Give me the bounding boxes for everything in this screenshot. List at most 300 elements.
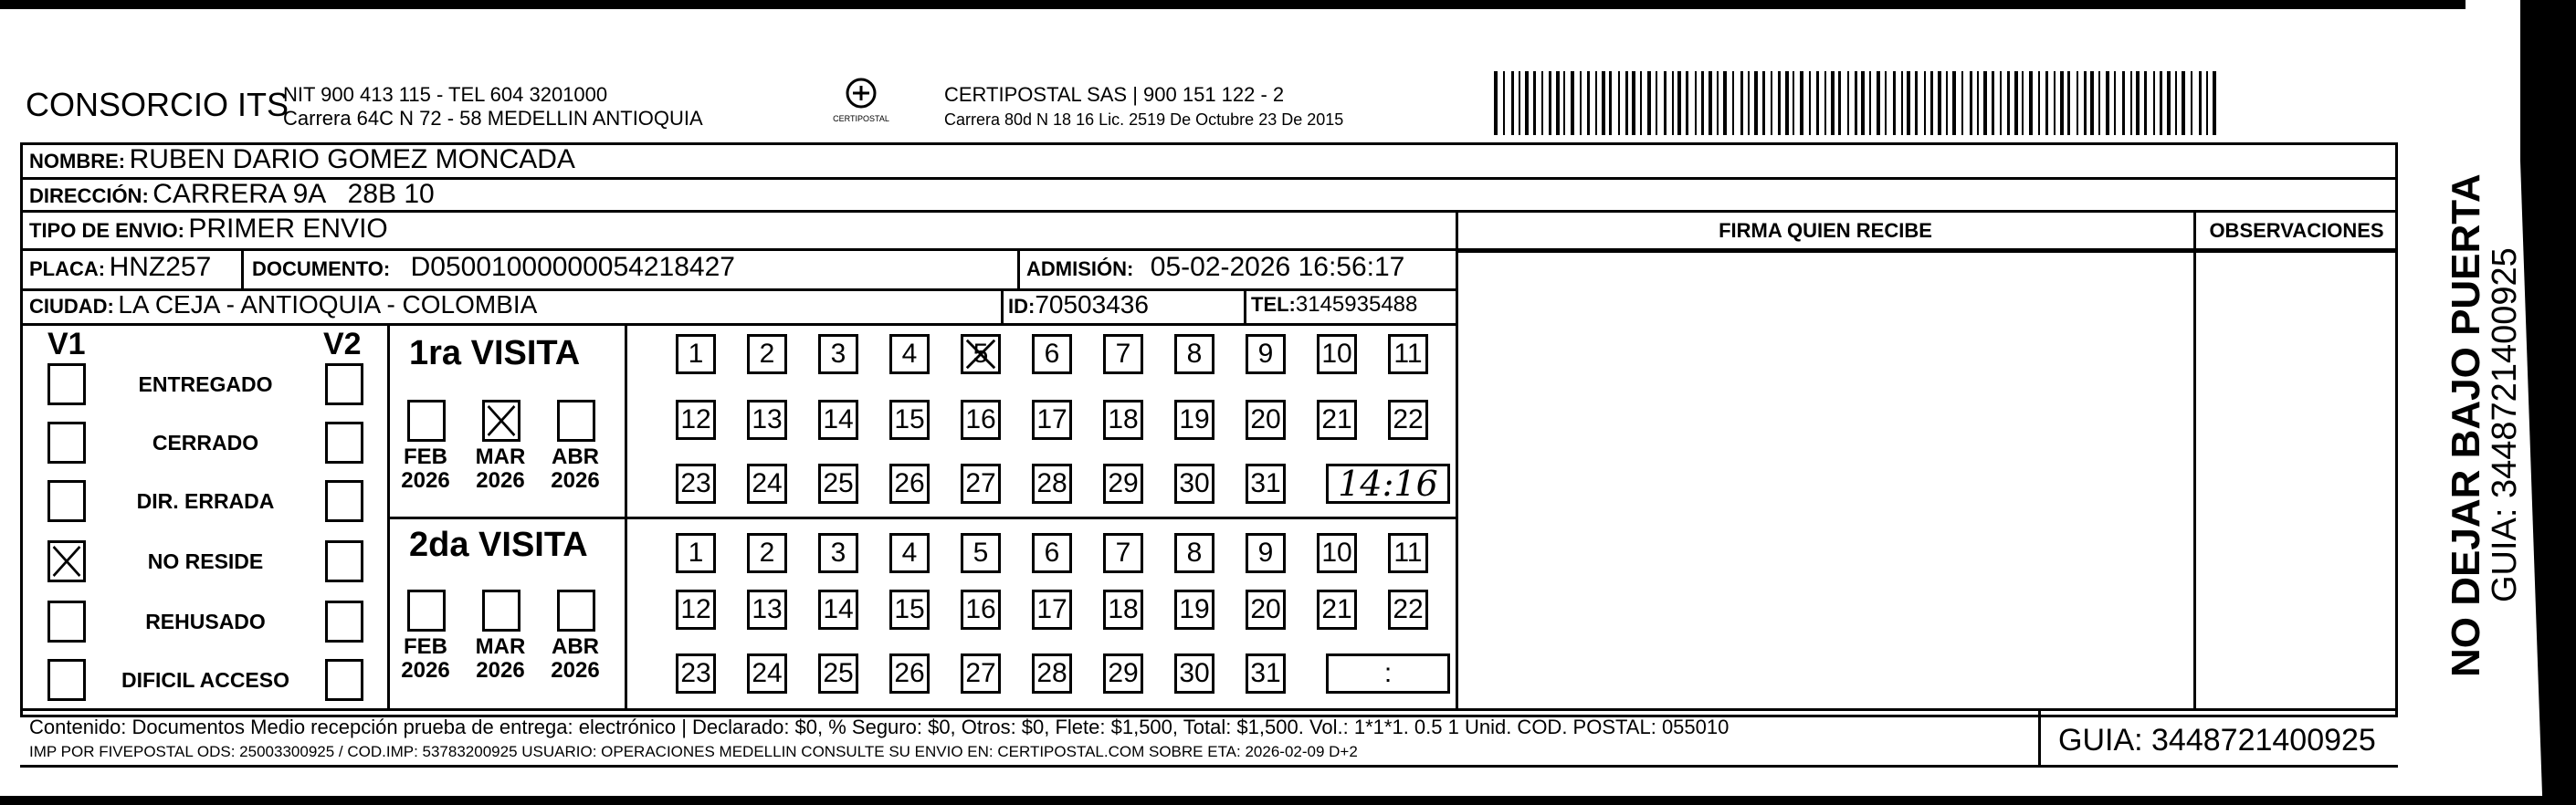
barcode-bar — [1762, 71, 1765, 135]
status-v1-checkbox[interactable] — [47, 601, 86, 643]
day-number: 2 — [759, 339, 775, 369]
day-number: 22 — [1393, 594, 1424, 624]
day-box[interactable] — [818, 590, 858, 630]
day-box[interactable] — [1032, 400, 1072, 440]
day-number: 5 — [973, 538, 989, 568]
day-box[interactable] — [1246, 590, 1286, 630]
barcode-bar — [1625, 71, 1628, 135]
time-box[interactable] — [1326, 653, 1450, 694]
day-box[interactable] — [818, 653, 858, 694]
day-number: 7 — [1115, 339, 1131, 369]
certipostal-logo-text: CERTIPOSTAL — [833, 114, 889, 123]
month-label: ABR — [552, 444, 599, 469]
barcode-bar — [1907, 71, 1910, 135]
day-box[interactable] — [676, 400, 716, 440]
barcode-bar — [1816, 71, 1819, 135]
status-v1-checkbox[interactable] — [47, 540, 86, 582]
day-number: 21 — [1321, 404, 1352, 434]
col-divider — [1017, 250, 1020, 290]
month-year: 2026 — [476, 658, 525, 683]
barcode-bar — [1885, 71, 1887, 135]
barcode-bar — [1571, 71, 1574, 135]
day-number: 11 — [1393, 538, 1423, 568]
day-box[interactable] — [1103, 653, 1143, 694]
barcode-bar — [1930, 71, 1933, 135]
day-box[interactable] — [1388, 334, 1428, 374]
day-box[interactable] — [961, 400, 1001, 440]
barcode-bar — [1656, 71, 1657, 135]
day-number: 28 — [1036, 658, 1067, 688]
barcode-bar — [1809, 71, 1811, 135]
day-number: 16 — [965, 594, 996, 624]
day-box[interactable] — [1246, 653, 1286, 694]
day-box[interactable] — [676, 464, 716, 504]
day-number: 27 — [965, 468, 996, 498]
scan-bottom-edge — [0, 796, 2576, 805]
barcode-bar — [2130, 71, 2132, 135]
month-year: 2026 — [551, 468, 600, 493]
status-v1-checkbox[interactable] — [47, 363, 86, 405]
day-number: 27 — [965, 658, 996, 688]
company-nit: NIT 900 413 115 - TEL 604 3201000 — [283, 83, 608, 106]
day-box[interactable] — [1317, 334, 1357, 374]
day-box[interactable] — [747, 334, 787, 374]
day-box[interactable] — [961, 533, 1001, 573]
day-box[interactable] — [747, 400, 787, 440]
day-number: 6 — [1044, 339, 1060, 369]
placa-label: PLACA: — [29, 257, 106, 280]
day-number: 22 — [1393, 404, 1424, 434]
ciudad-cell — [29, 290, 537, 319]
month-year: 2026 — [551, 658, 600, 683]
col-divider — [241, 250, 244, 290]
day-number: 13 — [752, 594, 783, 624]
tipo-label: TIPO DE ENVIO: — [29, 219, 184, 242]
day-number: 14 — [823, 594, 854, 624]
day-box[interactable] — [747, 590, 787, 630]
documento-label: DOCUMENTO: — [252, 257, 391, 280]
status-v2-checkbox[interactable] — [325, 480, 363, 522]
tel-value: 3145935488 — [1295, 292, 1418, 317]
footer-guia: GUIA: 3448721400925 — [2058, 723, 2376, 758]
scan-top-edge — [0, 0, 2466, 9]
barcode-bar — [2160, 71, 2162, 135]
day-number: 26 — [894, 468, 925, 498]
company-name: CONSORCIO ITS — [26, 86, 289, 123]
day-number: 31 — [1250, 468, 1281, 498]
barcode-bar — [1580, 71, 1582, 135]
day-number: 29 — [1108, 658, 1139, 688]
documento-value: D05001000000054218427 — [410, 252, 735, 282]
day-box[interactable] — [676, 653, 716, 694]
day-box[interactable] — [889, 533, 930, 573]
day-number: 21 — [1321, 594, 1352, 624]
day-box[interactable] — [1317, 590, 1357, 630]
day-number: 28 — [1036, 468, 1067, 498]
day-number: 4 — [901, 339, 918, 369]
day-number: 13 — [752, 404, 783, 434]
day-number: 20 — [1250, 594, 1281, 624]
barcode-bar — [2136, 71, 2140, 135]
status-v2-checkbox[interactable] — [325, 601, 363, 643]
day-box[interactable] — [1032, 653, 1072, 694]
barcode-bar — [2153, 71, 2155, 135]
day-number: 17 — [1036, 404, 1067, 434]
status-v1-checkbox[interactable] — [47, 422, 86, 464]
day-number: 20 — [1250, 404, 1281, 434]
visit1-title: 1ra VISITA — [409, 334, 581, 372]
certipostal-address: Carrera 80d N 18 16 Lic. 2519 De Octubre 23 De 2015 — [944, 110, 1344, 129]
barcode-bar — [1556, 71, 1560, 135]
day-number: 9 — [1257, 339, 1274, 369]
status-v2-checkbox[interactable] — [325, 659, 363, 701]
day-box[interactable] — [1032, 334, 1072, 374]
day-box[interactable] — [961, 653, 1001, 694]
day-box[interactable] — [1174, 334, 1214, 374]
nombre-label: NOMBRE: — [29, 150, 126, 172]
barcode-bar — [1525, 71, 1529, 135]
barcode-bar — [1533, 71, 1536, 135]
day-box[interactable] — [889, 653, 930, 694]
day-box[interactable] — [1174, 590, 1214, 630]
day-box[interactable] — [676, 590, 716, 630]
status-v1-checkbox[interactable] — [47, 480, 86, 522]
scan-right-edge — [2520, 0, 2576, 805]
barcode-bar — [1647, 71, 1651, 135]
placa-cell — [29, 252, 211, 283]
month-year: 2026 — [401, 658, 450, 683]
barcode-bar — [2206, 71, 2208, 135]
admision-value: 05-02-2026 16:56:17 — [1150, 252, 1405, 282]
barcode-bar — [2038, 71, 2040, 135]
barcode-bar — [1602, 71, 1605, 135]
day-number: 30 — [1179, 658, 1210, 688]
barcode-bar — [1672, 71, 1674, 135]
status-v2-checkbox[interactable] — [325, 422, 363, 464]
certipostal-logo-icon — [838, 77, 884, 113]
barcode-bar — [1503, 71, 1505, 135]
status-option-label: CERRADO — [152, 431, 259, 455]
day-box[interactable] — [1174, 400, 1214, 440]
col-divider — [1244, 290, 1246, 325]
barcode-bar — [2167, 71, 2171, 135]
time-value: : — [1383, 658, 1393, 688]
day-number: 31 — [1250, 658, 1281, 688]
barcode-bar — [2182, 71, 2185, 135]
barcode-bar — [1771, 71, 1772, 135]
barcode-bar — [1824, 71, 1826, 135]
col-divider — [1001, 290, 1004, 325]
barcode-bar — [2106, 71, 2109, 135]
day-number: 25 — [823, 468, 854, 498]
barcode-bar — [1723, 71, 1727, 135]
day-box[interactable] — [1103, 590, 1143, 630]
day-number: 24 — [752, 468, 783, 498]
time-value: 14:16 — [1338, 464, 1438, 504]
barcode-bar — [1961, 71, 1963, 135]
documento-cell — [252, 252, 735, 283]
barcode-bar — [2029, 71, 2033, 135]
day-number: 18 — [1108, 594, 1139, 624]
day-number: 29 — [1108, 468, 1139, 498]
status-option-label: DIR. ERRADA — [136, 489, 275, 513]
barcode-bar — [2191, 71, 2192, 135]
barcode-bar — [1595, 71, 1597, 135]
day-box[interactable] — [1032, 464, 1072, 504]
day-box[interactable] — [1317, 533, 1357, 573]
month-label: ABR — [552, 634, 599, 659]
status-v2-checkbox[interactable] — [325, 363, 363, 405]
signature-col-left — [1456, 212, 1458, 710]
day-number: 8 — [1186, 538, 1203, 568]
time-box[interactable] — [1326, 464, 1450, 504]
barcode-bar — [1970, 71, 1972, 135]
month-label: MAR — [475, 444, 526, 469]
day-number: 16 — [965, 404, 996, 434]
day-box[interactable] — [747, 533, 787, 573]
day-box[interactable] — [1246, 533, 1286, 573]
month-label: FEB — [404, 444, 447, 469]
barcode — [1494, 71, 2221, 135]
day-number: 6 — [1044, 538, 1060, 568]
footer-contenido: Contenido: Documentos Medio recepción prueba de entrega: electrónico | Declarado: $0, % Seguro: $0, Otros: $0, Flete: $1,500, Total: $1,500. Vol.: 1*1*1. 0.5 1 Unid. COD. POSTAL: 055010 — [29, 716, 1730, 738]
barcode-bar — [1847, 71, 1849, 135]
barcode-bar — [1938, 71, 1941, 135]
day-number: 12 — [680, 404, 711, 434]
barcode-bar — [2114, 71, 2116, 135]
barcode-bar — [1609, 71, 1612, 135]
barcode-bar — [2175, 71, 2177, 135]
day-number: 2 — [759, 538, 775, 568]
day-number: 9 — [1257, 538, 1274, 568]
visit-row-divider — [389, 517, 1457, 519]
barcode-bar — [2067, 71, 2070, 135]
day-box[interactable] — [889, 590, 930, 630]
row-divider — [20, 210, 2398, 213]
barcode-bar — [1717, 71, 1719, 135]
day-box[interactable] — [818, 533, 858, 573]
day-number: 24 — [752, 658, 783, 688]
day-number: 15 — [894, 594, 925, 624]
barcode-bar — [1549, 71, 1551, 135]
barcode-bar — [1861, 71, 1865, 135]
barcode-bar — [1519, 71, 1520, 135]
status-v2-checkbox[interactable] — [325, 540, 363, 582]
barcode-bar — [1778, 71, 1781, 135]
barcode-bar — [1924, 71, 1926, 135]
side-warning: NO DEJAR BAJO PUERTA — [2444, 173, 2488, 677]
status-option-label: NO RESIDE — [147, 549, 264, 573]
status-option-label: ENTREGADO — [138, 372, 273, 396]
barcode-bar — [1494, 71, 1498, 135]
day-box[interactable] — [1103, 334, 1143, 374]
barcode-bar — [1618, 71, 1620, 135]
month-label: FEB — [404, 634, 447, 659]
ciudad-value: LA CEJA - ANTIOQUIA - COLOMBIA — [118, 290, 538, 319]
month-checkbox[interactable] — [407, 590, 446, 632]
barcode-bar — [2014, 71, 2018, 135]
barcode-bar — [1754, 71, 1758, 135]
day-number: 18 — [1108, 404, 1139, 434]
barcode-bar — [1893, 71, 1896, 135]
month-checkbox[interactable] — [407, 400, 446, 442]
barcode-bar — [1695, 71, 1697, 135]
barcode-bar — [2090, 71, 2094, 135]
barcode-bar — [1677, 71, 1681, 135]
barcode-bar — [1541, 71, 1543, 135]
nombre-value: RUBEN DARIO GOMEZ MONCADA — [129, 144, 575, 174]
month-checkbox[interactable] — [482, 400, 520, 442]
footer-guia-divider — [2038, 710, 2041, 767]
barcode-bar — [1686, 71, 1688, 135]
day-box[interactable] — [1388, 400, 1428, 440]
day-box[interactable] — [676, 334, 716, 374]
day-number: 26 — [894, 658, 925, 688]
barcode-bar — [2045, 71, 2048, 135]
barcode-bar — [1977, 71, 1979, 135]
day-box[interactable] — [1388, 533, 1428, 573]
day-box[interactable] — [961, 334, 1001, 374]
day-box[interactable] — [1032, 590, 1072, 630]
company-address: Carrera 64C N 72 - 58 MEDELLIN ANTIOQUIA — [283, 107, 703, 130]
barcode-bar — [1855, 71, 1857, 135]
signature-header-line — [1456, 250, 2398, 253]
row-divider — [20, 708, 2398, 711]
certipostal-logo — [820, 77, 902, 131]
barcode-bar — [2054, 71, 2056, 135]
day-number: 1 — [688, 538, 704, 568]
placa-value: HNZ257 — [109, 252, 212, 282]
day-number: 3 — [830, 538, 846, 568]
barcode-bar — [2199, 71, 2202, 135]
day-number: 8 — [1186, 339, 1203, 369]
day-box[interactable] — [889, 400, 930, 440]
day-number: 30 — [1179, 468, 1210, 498]
barcode-bar — [1785, 71, 1789, 135]
barcode-bar — [1869, 71, 1871, 135]
day-box[interactable] — [1246, 464, 1286, 504]
barcode-bar — [1748, 71, 1750, 135]
barcode-bar — [1701, 71, 1704, 135]
direccion-row — [29, 179, 435, 210]
day-number: 17 — [1036, 594, 1067, 624]
day-box[interactable] — [676, 533, 716, 573]
day-box[interactable] — [818, 400, 858, 440]
day-number: 25 — [823, 658, 854, 688]
check-mark-icon — [963, 337, 998, 371]
day-number: 12 — [680, 594, 711, 624]
status-v1-checkbox[interactable] — [47, 659, 86, 701]
barcode-bar — [2084, 71, 2087, 135]
barcode-bar — [1901, 71, 1903, 135]
barcode-bar — [1877, 71, 1880, 135]
month-checkbox[interactable] — [482, 590, 520, 632]
barcode-bar — [2060, 71, 2064, 135]
certipostal-title: CERTIPOSTAL SAS | 900 151 122 - 2 — [944, 83, 1285, 106]
day-box[interactable] — [1174, 653, 1214, 694]
id-cell — [1008, 290, 1149, 319]
month-checkbox[interactable] — [557, 400, 595, 442]
day-box[interactable] — [1246, 400, 1286, 440]
day-number: 15 — [894, 404, 925, 434]
day-number: 7 — [1115, 538, 1131, 568]
day-box[interactable] — [1103, 533, 1143, 573]
check-mark-icon — [50, 543, 83, 580]
firma-label: FIRMA QUIEN RECIBE — [1719, 219, 1932, 242]
day-box[interactable] — [1174, 464, 1214, 504]
barcode-bar — [1793, 71, 1794, 135]
tipo-value: PRIMER ENVIO — [188, 214, 388, 244]
signature-col-right — [2193, 212, 2196, 710]
day-box[interactable] — [889, 334, 930, 374]
tel-label: TEL: — [1251, 293, 1296, 316]
day-box[interactable] — [1103, 400, 1143, 440]
month-checkbox[interactable] — [557, 590, 595, 632]
barcode-bar — [1831, 71, 1835, 135]
barcode-bar — [2144, 71, 2147, 135]
day-box[interactable] — [747, 464, 787, 504]
day-number: 10 — [1321, 538, 1352, 568]
day-box[interactable] — [1032, 533, 1072, 573]
day-box[interactable] — [961, 464, 1001, 504]
barcode-bar — [1800, 71, 1803, 135]
footer-imp: IMP POR FIVEPOSTAL ODS: 25003300925 / COD.IMP: 53783200925 USUARIO: OPERACIONES MEDELLIN CONSULTE SU ENVIO EN: CERTIPOSTAL.COM SOBRE ETA: 2026-02-09 D+2 — [29, 743, 1358, 760]
barcode-bar — [1640, 71, 1642, 135]
day-number: 23 — [680, 658, 711, 688]
month-year: 2026 — [476, 468, 525, 493]
v1-label: V1 — [47, 327, 86, 361]
day-number: 10 — [1321, 339, 1352, 369]
ciudad-label: CIUDAD: — [29, 295, 114, 318]
barcode-bar — [1740, 71, 1743, 135]
day-number: 4 — [901, 538, 918, 568]
direccion-label: DIRECCIÓN: — [29, 184, 149, 207]
day-number: 23 — [680, 468, 711, 498]
day-number: 14 — [823, 404, 854, 434]
day-box[interactable] — [1317, 400, 1357, 440]
month-label: MAR — [475, 634, 526, 659]
day-box[interactable] — [889, 464, 930, 504]
barcode-bar — [1563, 71, 1565, 135]
barcode-bar — [1709, 71, 1712, 135]
check-mark-icon — [485, 402, 518, 439]
id-label: ID: — [1008, 295, 1036, 318]
barcode-bar — [1732, 71, 1734, 135]
day-box[interactable] — [961, 590, 1001, 630]
barcode-bar — [1915, 71, 1918, 135]
day-box[interactable] — [1388, 590, 1428, 630]
day-box[interactable] — [818, 464, 858, 504]
barcode-bar — [1946, 71, 1948, 135]
day-number: 1 — [688, 339, 704, 369]
day-number: 5 — [973, 339, 989, 369]
barcode-bar — [2000, 71, 2002, 135]
row-divider — [20, 323, 1457, 326]
status-option-label: DIFICIL ACCESO — [121, 668, 289, 692]
day-box[interactable] — [1103, 464, 1143, 504]
day-box[interactable] — [747, 653, 787, 694]
form-bottom-line — [20, 765, 2398, 768]
barcode-graphic — [1494, 71, 2221, 135]
day-box[interactable] — [818, 334, 858, 374]
day-number: 3 — [830, 339, 846, 369]
barcode-bar — [2098, 71, 2100, 135]
day-box[interactable] — [1246, 334, 1286, 374]
day-box[interactable] — [1174, 533, 1214, 573]
day-number: 19 — [1179, 404, 1210, 434]
direccion-value: CARRERA 9A 28B 10 — [152, 179, 435, 209]
barcode-bar — [1632, 71, 1635, 135]
